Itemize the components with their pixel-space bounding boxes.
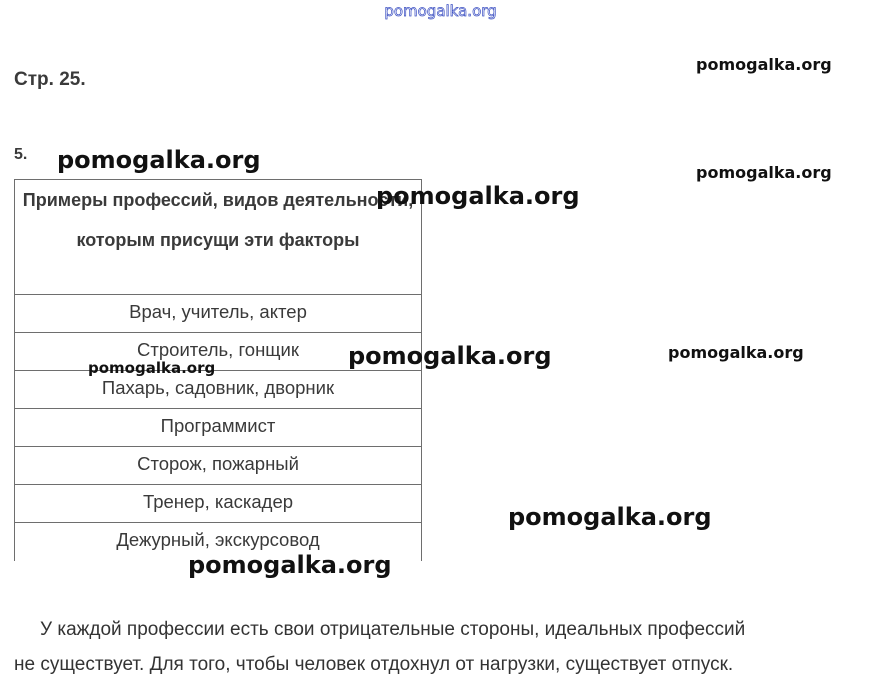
top-watermark: pomogalka.org — [384, 2, 497, 20]
watermark: pomogalka.org — [188, 551, 392, 579]
page-heading: Стр. 25. — [14, 69, 86, 90]
watermark: pomogalka.org — [696, 163, 832, 182]
watermark: pomogalka.org — [696, 55, 832, 74]
watermark: pomogalka.org — [88, 359, 216, 377]
table-cell: Строитель, гонщик — [15, 333, 422, 371]
paragraph-line: не существует. Для того, чтобы человек отдохнул от нагрузки, существует отпуск. — [14, 654, 734, 675]
conclusion-paragraph — [14, 612, 876, 682]
paragraph-line: У каждой профессии есть свои отрицательные стороны, идеальных профессий — [40, 619, 746, 640]
table-row — [15, 371, 422, 409]
watermark: pomogalka.org — [57, 146, 261, 174]
table-row — [15, 485, 422, 523]
task-number: 5. — [14, 146, 28, 163]
table-column-header: Примеры профессий, видов деятельности, которым присущи эти факторы — [15, 180, 422, 295]
watermark: pomogalka.org — [508, 503, 712, 531]
table-cell: Тренер, каскадер — [15, 485, 422, 523]
table-cell: Врач, учитель, актер — [15, 295, 422, 333]
table-row — [15, 447, 422, 485]
table-header-row — [15, 180, 422, 295]
table-cell: Сторож, пожарный — [15, 447, 422, 485]
watermark: pomogalka.org — [376, 182, 580, 210]
table-cell: Дежурный, экскурсовод — [15, 523, 422, 561]
table-cell: Программист — [15, 409, 422, 447]
table-cell: Пахарь, садовник, дворник — [15, 371, 422, 409]
table-row — [15, 295, 422, 333]
watermark: pomogalka.org — [668, 343, 804, 362]
table-row — [15, 409, 422, 447]
watermark: pomogalka.org — [348, 342, 552, 370]
